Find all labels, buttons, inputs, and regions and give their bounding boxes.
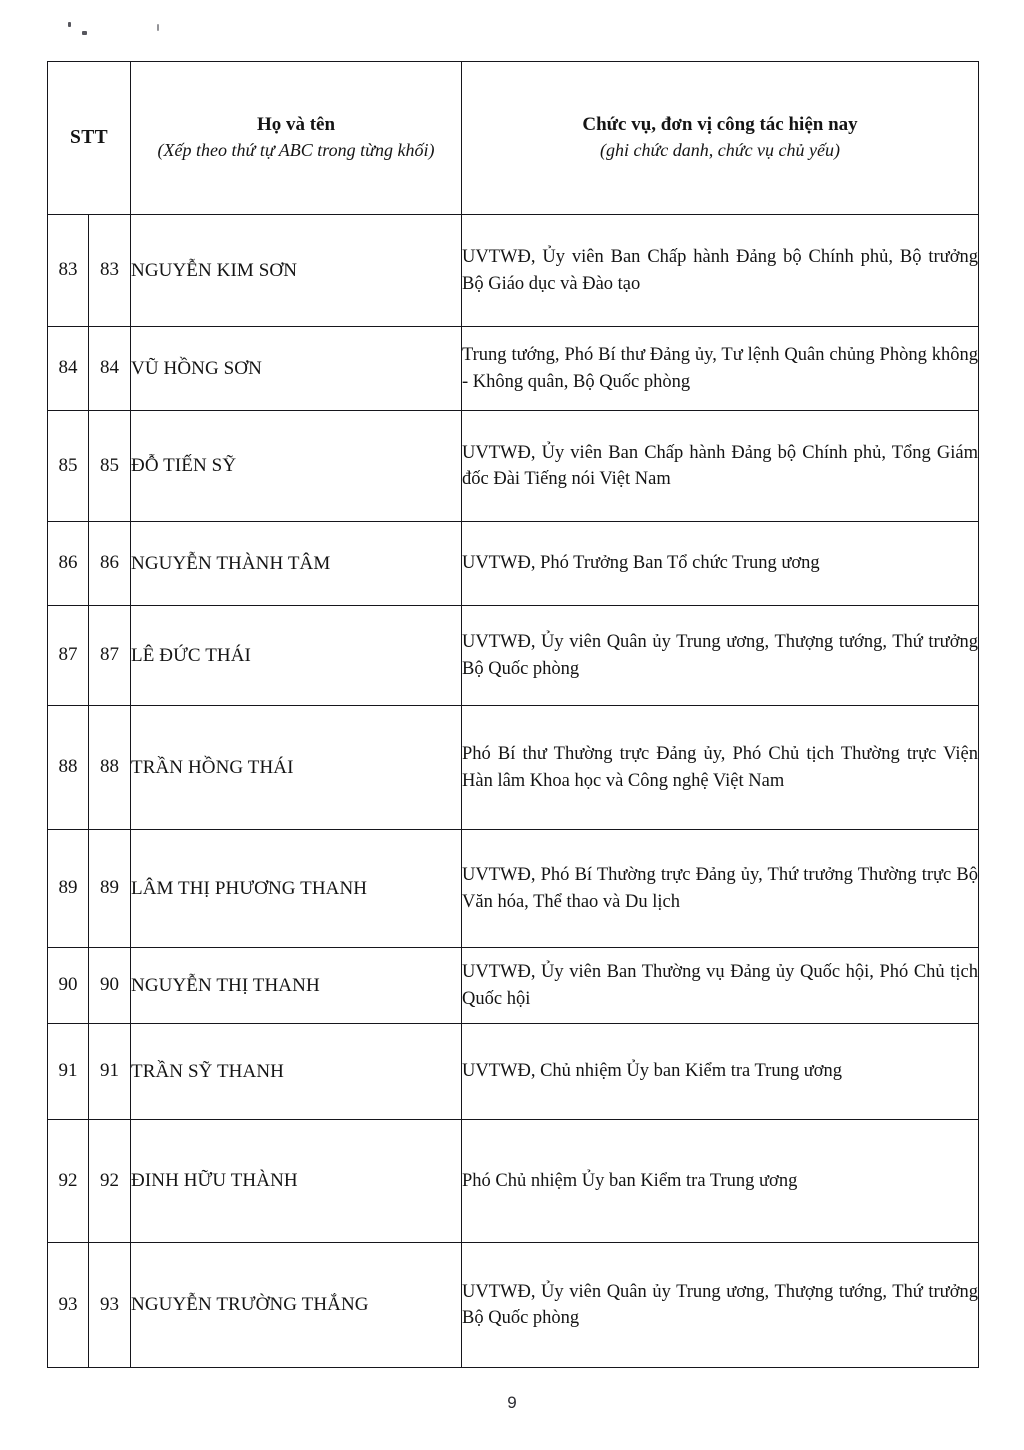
row-position: UVTWĐ, Ủy viên Ban Chấp hành Đảng bộ Chính phủ, Bộ trưởng Bộ Giáo dục và Đào tạo: [462, 215, 979, 327]
row-index-secondary: 93: [89, 1243, 131, 1368]
scan-speck-icon: [68, 22, 71, 27]
column-header-position: [462, 62, 979, 215]
column-header-position-label: Chức vụ, đơn vị công tác hiện nay: [582, 114, 858, 136]
page-number: 9: [507, 1393, 517, 1412]
column-header-stt: [48, 62, 131, 215]
row-position: UVTWĐ, Chủ nhiệm Ủy ban Kiểm tra Trung ương: [462, 1024, 979, 1120]
row-person-name: TRẦN SỸ THANH: [131, 1024, 462, 1120]
row-index-primary: 92: [48, 1120, 89, 1243]
table-header: [48, 62, 979, 215]
column-header-name-label: Họ và tên: [256, 114, 336, 136]
row-index-secondary: 90: [89, 948, 131, 1024]
row-index-secondary: 84: [89, 327, 131, 411]
table-row: [48, 1120, 979, 1243]
row-index-secondary: 88: [89, 706, 131, 830]
row-index-primary: 85: [48, 411, 89, 522]
table-row: [48, 830, 979, 948]
row-person-name: TRẦN HỒNG THÁI: [131, 706, 462, 830]
table-row: [48, 1243, 979, 1368]
table-row: [48, 327, 979, 411]
row-person-name: LÂM THỊ PHƯƠNG THANH: [131, 830, 462, 948]
table-header-row: [48, 62, 979, 215]
table-row: [48, 411, 979, 522]
table-row: [48, 948, 979, 1024]
row-position: UVTWĐ, Ủy viên Ban Thường vụ Đảng ủy Quốc hội, Phó Chủ tịch Quốc hội: [462, 948, 979, 1024]
row-index-primary: 91: [48, 1024, 89, 1120]
table-row: [48, 522, 979, 606]
scan-speck-icon: [157, 24, 159, 31]
row-index-primary: 87: [48, 606, 89, 706]
row-position: UVTWĐ, Phó Trưởng Ban Tổ chức Trung ương: [462, 522, 979, 606]
table-row: [48, 215, 979, 327]
row-index-secondary: 86: [89, 522, 131, 606]
row-person-name: VŨ HỒNG SƠN: [131, 327, 462, 411]
row-index-primary: 89: [48, 830, 89, 948]
column-header-stt-label: STT: [69, 127, 109, 148]
row-position: UVTWĐ, Phó Bí Thường trực Đảng ủy, Thứ trưởng Thường trực Bộ Văn hóa, Thể thao và Du lịch: [462, 830, 979, 948]
table-row: [48, 606, 979, 706]
personnel-table: [47, 61, 979, 1368]
column-header-position-note: (ghi chức danh, chức vụ chủ yếu): [599, 139, 841, 160]
scan-speck-icon: [82, 31, 87, 35]
row-position: Phó Chủ nhiệm Ủy ban Kiểm tra Trung ương: [462, 1120, 979, 1243]
row-index-secondary: 83: [89, 215, 131, 327]
row-index-secondary: 87: [89, 606, 131, 706]
row-person-name: NGUYỄN THỊ THANH: [131, 948, 462, 1024]
row-person-name: ĐINH HỮU THÀNH: [131, 1120, 462, 1243]
column-header-name: [131, 62, 462, 215]
row-position: UVTWĐ, Ủy viên Quân ủy Trung ương, Thượng tướng, Thứ trưởng Bộ Quốc phòng: [462, 1243, 979, 1368]
table-row: [48, 706, 979, 830]
table-row: [48, 1024, 979, 1120]
row-person-name: ĐỖ TIẾN SỸ: [131, 411, 462, 522]
row-index-primary: 90: [48, 948, 89, 1024]
row-index-secondary: 89: [89, 830, 131, 948]
row-person-name: LÊ ĐỨC THÁI: [131, 606, 462, 706]
row-position: UVTWĐ, Ủy viên Ban Chấp hành Đảng bộ Chính phủ, Tổng Giám đốc Đài Tiếng nói Việt Nam: [462, 411, 979, 522]
row-position: Trung tướng, Phó Bí thư Đảng ủy, Tư lệnh Quân chủng Phòng không - Không quân, Bộ Quốc phòng: [462, 327, 979, 411]
row-index-primary: 83: [48, 215, 89, 327]
row-index-primary: 84: [48, 327, 89, 411]
row-index-primary: 88: [48, 706, 89, 830]
row-position: Phó Bí thư Thường trực Đảng ủy, Phó Chủ tịch Thường trực Viện Hàn lâm Khoa học và Công nghệ Việt Nam: [462, 706, 979, 830]
row-position: UVTWĐ, Ủy viên Quân ủy Trung ương, Thượng tướng, Thứ trưởng Bộ Quốc phòng: [462, 606, 979, 706]
row-index-primary: 86: [48, 522, 89, 606]
row-person-name: NGUYỄN TRƯỜNG THẮNG: [131, 1243, 462, 1368]
row-person-name: NGUYỄN THÀNH TÂM: [131, 522, 462, 606]
row-index-secondary: 91: [89, 1024, 131, 1120]
row-index-secondary: 85: [89, 411, 131, 522]
row-index-secondary: 92: [89, 1120, 131, 1243]
table-body: [48, 215, 979, 1368]
row-index-primary: 93: [48, 1243, 89, 1368]
row-person-name: NGUYỄN KIM SƠN: [131, 215, 462, 327]
column-header-name-note: (Xếp theo thứ tự ABC trong từng khối): [157, 139, 435, 160]
